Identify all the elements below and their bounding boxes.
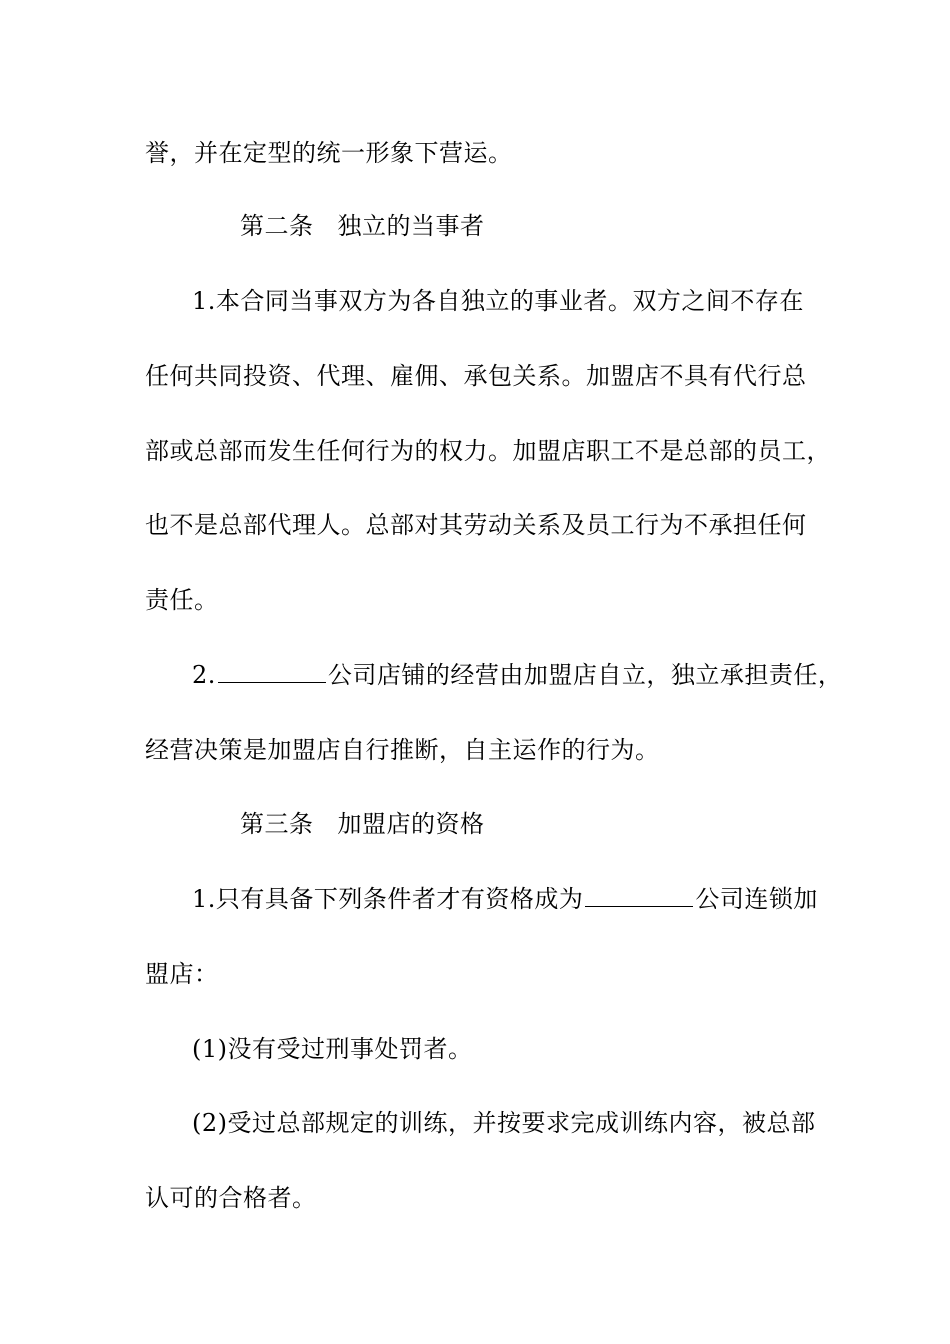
text: 任何共同投资、代理、雇佣、承包关系。加盟店不具有代行总 (145, 362, 807, 390)
paragraph-line (145, 510, 807, 540)
paragraph-line (145, 959, 219, 989)
text: 誉，并在定型的统一形象下营运。 (145, 139, 513, 167)
text: 1.本合同当事双方为各自独立的事业者。双方之间不存在 (192, 287, 804, 315)
paragraph-line (145, 138, 513, 168)
list-item (192, 1108, 816, 1138)
text: 1.只有具备下列条件者才有资格成为 (192, 885, 584, 913)
text: 公司连锁加 (695, 885, 818, 913)
fill-in-blank (218, 660, 326, 683)
item-number: 2. (192, 661, 216, 689)
fill-in-blank (585, 884, 693, 907)
paragraph-line (145, 735, 660, 765)
article-title: 加盟店的资格 (337, 810, 485, 838)
text: 公司店铺的经营由加盟店自立，独立承担责任， (327, 661, 843, 689)
text: 部或总部而发生任何行为的权力。加盟店职工不是总部的员工， (145, 437, 831, 465)
text: (1)没有受过刑事处罚者。 (192, 1035, 473, 1063)
text: 也不是总部代理人。总部对其劳动关系及员工行为不承担任何 (145, 511, 807, 539)
article-title: 独立的当事者 (337, 212, 485, 240)
paragraph-line (145, 1183, 317, 1213)
text: 责任。 (145, 586, 219, 614)
paragraph-line (192, 660, 842, 690)
text: 认可的合格者。 (145, 1184, 317, 1212)
article-heading (240, 809, 485, 839)
paragraph-line (192, 884, 818, 914)
article-heading (240, 211, 485, 241)
article-number: 第二条 (240, 212, 314, 240)
article-number: 第三条 (240, 810, 314, 838)
text: 经营决策是加盟店自行推断，自主运作的行为。 (145, 736, 660, 764)
paragraph-line (192, 286, 804, 316)
paragraph-line (145, 361, 807, 391)
paragraph-line (145, 436, 831, 466)
text: (2)受过总部规定的训练，并按要求完成训练内容，被总部 (192, 1109, 816, 1137)
text: 盟店： (145, 960, 219, 988)
paragraph-line (145, 585, 219, 615)
list-item (192, 1034, 473, 1064)
